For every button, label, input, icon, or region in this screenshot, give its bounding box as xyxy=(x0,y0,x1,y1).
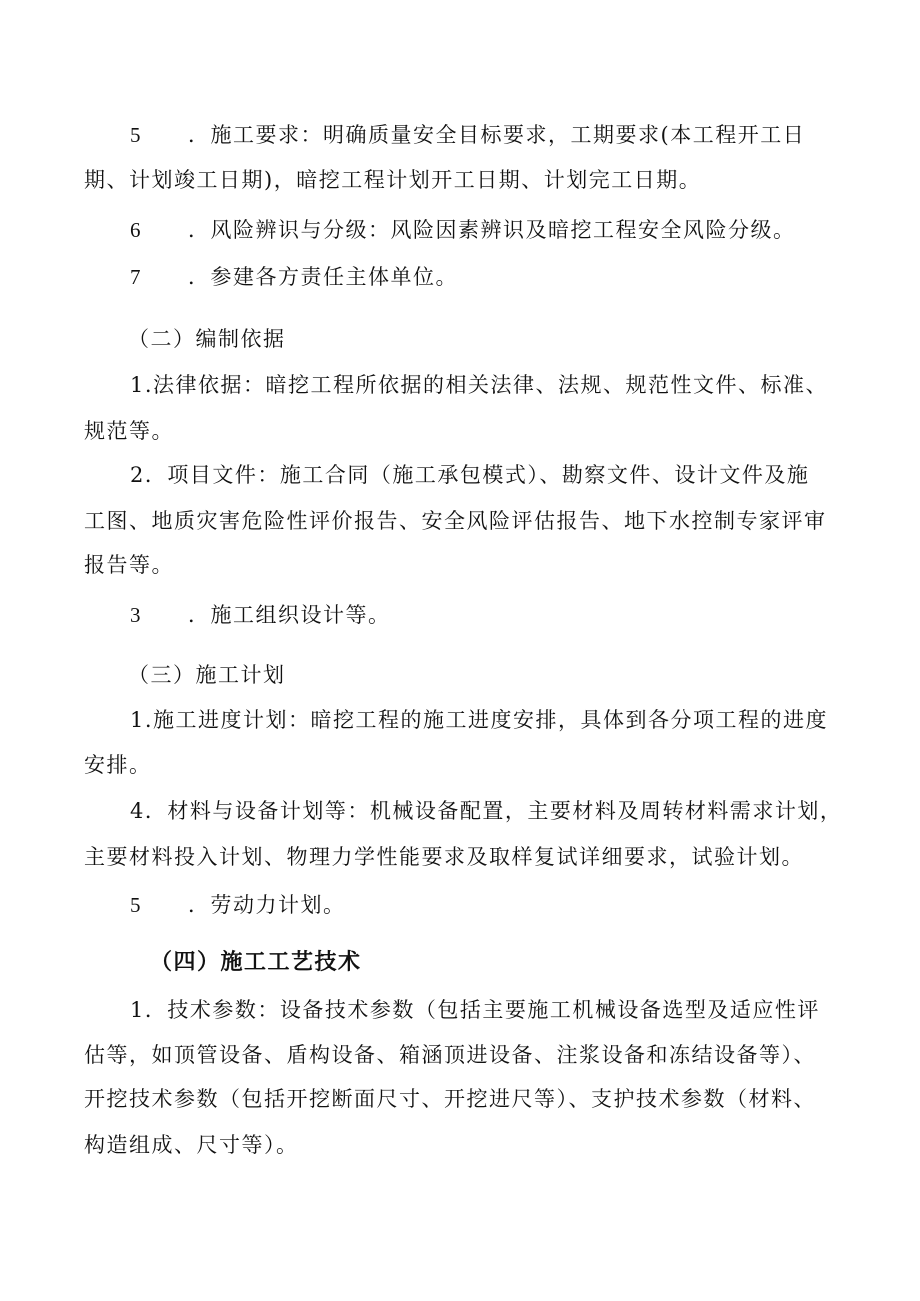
section-heading-4: （四）施工工艺技术 xyxy=(150,950,362,975)
section2-item-3 xyxy=(130,600,391,630)
item-number: 5 xyxy=(130,893,142,917)
paragraph-item-5 xyxy=(130,120,805,150)
section4-item-1-cont3: 构造组成、尺寸等）。 xyxy=(84,1133,299,1157)
item-text: ．施工要求：明确质量安全目标要求，工期要求(本工程开工日 xyxy=(188,123,806,147)
section3-item-2-cont: 主要材料投入计划、物理力学性能要求及取样复试详细要求，试验计划。 xyxy=(84,845,804,869)
section3-item-2: 4．材料与设备计划等：机械设备配置，主要材料及周转材料需求计划， xyxy=(130,799,843,823)
item-text: ．参建各方责任主体单位。 xyxy=(188,265,458,289)
item-text: ．劳动力计划。 xyxy=(188,893,346,917)
item-text: ．施工组织设计等。 xyxy=(188,603,391,627)
section-heading-3: （三）施工计划 xyxy=(128,663,286,687)
paragraph-item-7 xyxy=(130,262,458,292)
item-text: ．风险辨识与分级：风险因素辨识及暗挖工程安全风险分级。 xyxy=(188,218,796,242)
section2-item-1: 1.法律依据：暗挖工程所依据的相关法律、法规、规范性文件、标准、 xyxy=(130,373,829,397)
item-number: 6 xyxy=(130,218,142,242)
section-heading-2: （二）编制依据 xyxy=(128,327,286,351)
section2-item-2: 2．项目文件：施工合同（施工承包模式）、勘察文件、设计文件及施 xyxy=(130,463,810,487)
section4-item-1-cont2: 开挖技术参数（包括开挖断面尺寸、开挖进尺等）、支护技术参数（材料、 xyxy=(84,1087,816,1111)
section2-item-2-cont2: 报告等。 xyxy=(84,553,174,577)
section4-item-1-cont1: 估等，如顶管设备、盾构设备、箱涵顶进设备、注浆设备和冻结设备等）、 xyxy=(84,1043,816,1067)
item-number: 5 xyxy=(130,123,142,147)
section2-item-1-cont: 规范等。 xyxy=(84,419,174,443)
section2-item-2-cont1: 工图、地质灾害危险性评价报告、安全风险评估报告、地下水控制专家评审 xyxy=(84,509,827,533)
paragraph-item-5-cont xyxy=(84,165,701,195)
item-number: 7 xyxy=(130,265,142,289)
section3-item-1-cont: 安排。 xyxy=(84,753,152,777)
item-number: 3 xyxy=(130,603,142,627)
section3-item-3 xyxy=(130,890,346,920)
section3-item-1: 1.施工进度计划：暗挖工程的施工进度安排，具体到各分项工程的进度 xyxy=(130,708,829,732)
item-text-cont: 期、计划竣工日期)，暗挖工程计划开工日期、计划完工日期。 xyxy=(84,168,702,192)
paragraph-item-6 xyxy=(130,215,796,245)
section4-item-1: 1．技术参数：设备技术参数（包括主要施工机械设备选型及适应性评 xyxy=(130,998,820,1022)
